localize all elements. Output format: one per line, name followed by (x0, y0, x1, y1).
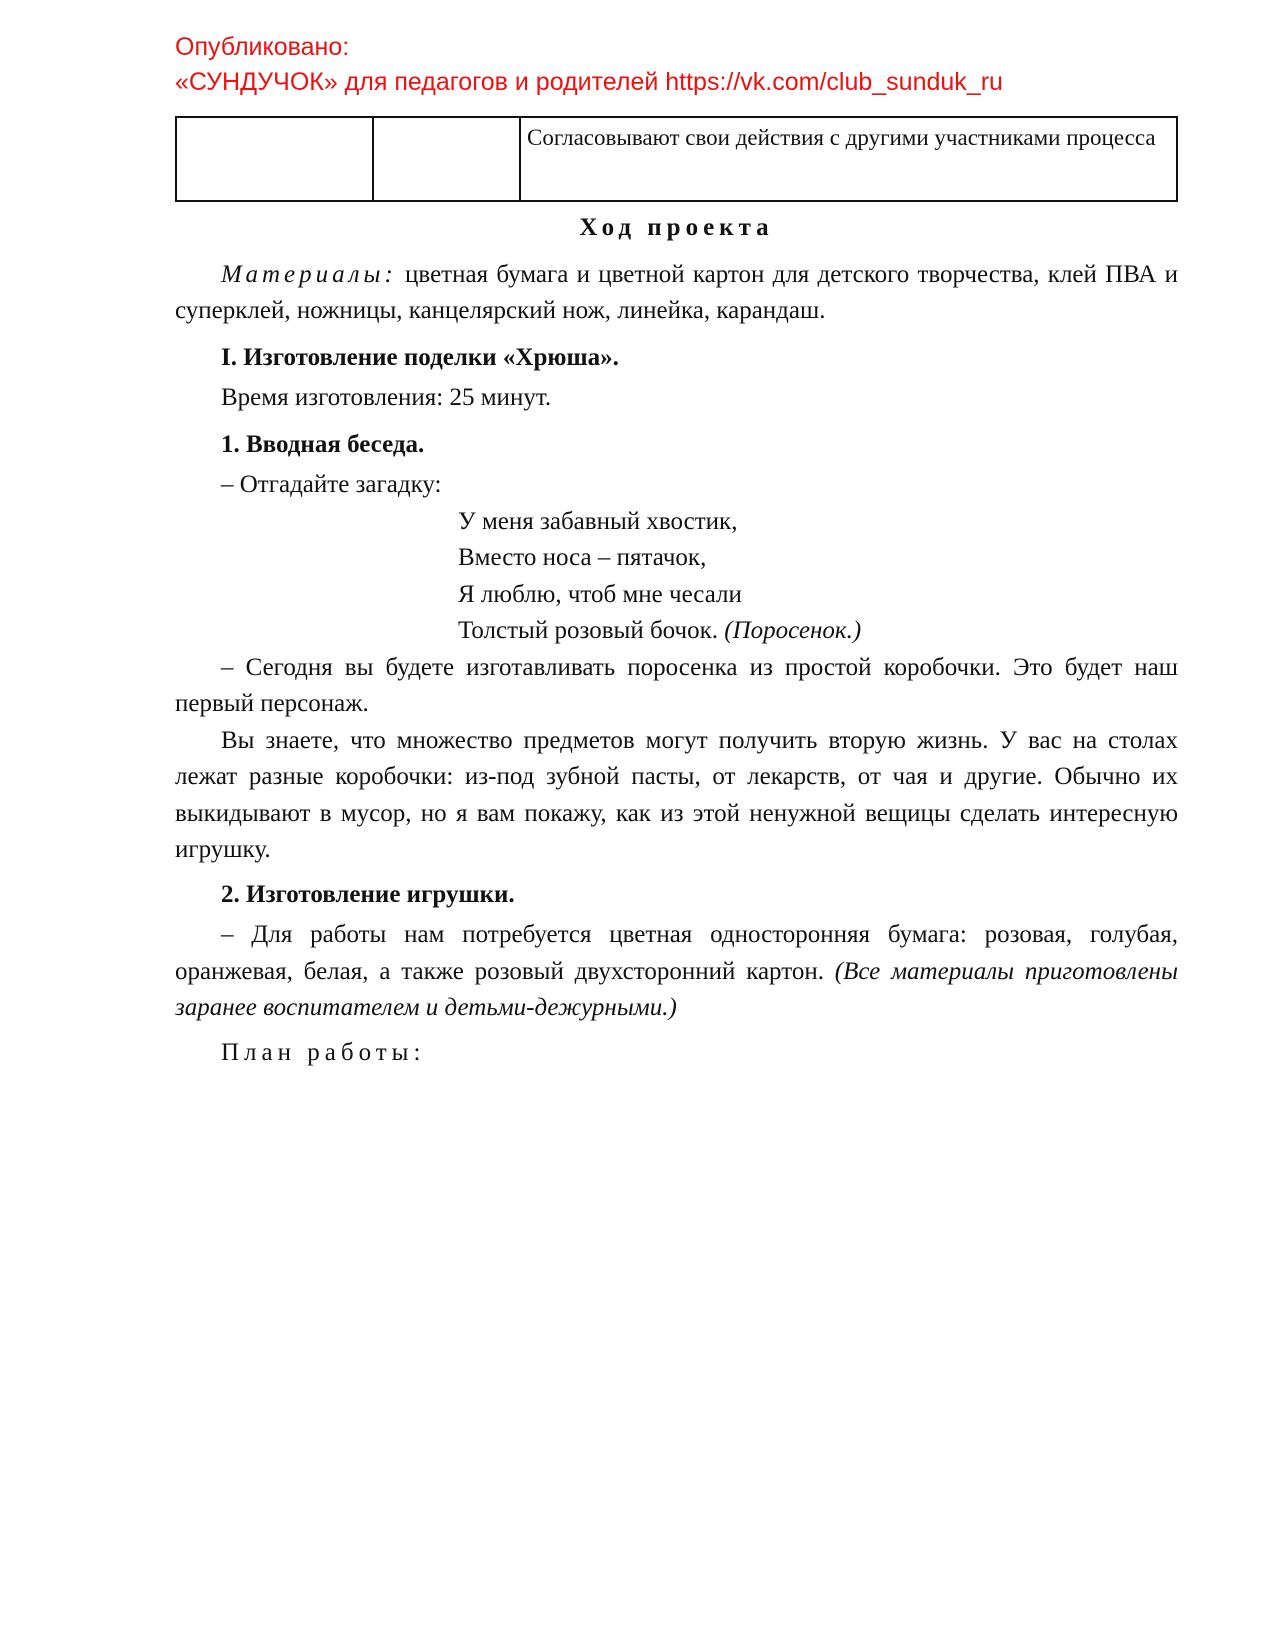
riddle-intro: – Отгадайте загадку: (221, 471, 442, 498)
riddle-answer: (Поросенок.) (724, 617, 862, 644)
part2-heading: 2. Изготовление игрушки. (221, 880, 515, 908)
document-body (175, 210, 1178, 1071)
part1-paragraph-1: – Сегодня вы будете изготавливать поросенка из простой коробочки. Это будет наш первый персонаж. (175, 653, 1178, 717)
table-cell-2 (373, 117, 520, 201)
riddle-poem (175, 504, 1178, 650)
materials-label: Материалы: (221, 260, 397, 288)
banner-line-2: «СУНДУЧОК» для педагогов и родителей https://vk.com/club_sunduk_ru (175, 68, 1003, 96)
part1-heading: 1. Вводная беседа. (221, 430, 425, 458)
table-cell-1 (176, 117, 373, 201)
part2-note: (Все материалы приготовлены заранее воспитателем и детьми-дежурными.) (175, 957, 1178, 1021)
table-row (176, 117, 1177, 201)
part1-paragraph-2: Вы знаете, что множество предметов могут получить вторую жизнь. У вас на столах лежат разные коробочки: из-под зубной пасты, от лекарств, от чая и другие. Обычно их выкидывают в мусор, но я вам покажу, как из этой ненужной вещицы сделать интересную игрушку. (175, 726, 1178, 863)
section-title: Ход проекта (579, 214, 774, 241)
poem-line-last (458, 613, 1178, 650)
materials-paragraph (175, 257, 1178, 330)
poem-line: Вместо носа – пятачок, (458, 544, 707, 571)
poem-line-text: Толстый розовый бочок. (458, 617, 718, 644)
table-cell-3: Согласовывают свои действия с другими участниками процесса (520, 117, 1177, 201)
part2-text: – Для работы нам потребуется цветная односторонняя бумага: розовая, голубая, оранжевая, белая, а также розовый двухсторонний картон. (175, 921, 1178, 985)
poem-line: У меня забавный хвостик, (458, 507, 738, 535)
part2-paragraph (175, 917, 1178, 1027)
poem-line: Я люблю, чтоб мне чесали (458, 580, 742, 608)
publication-banner (175, 30, 1175, 100)
section1-heading: I. Изготовление поделки «Хрюша». (221, 343, 619, 371)
banner-line-1: Опубликовано: (175, 33, 350, 61)
table-fragment (175, 116, 1178, 202)
materials-text: цветная бумага и цветной картон для детского творчества, клей ПВА и суперклей, ножницы, канцелярский нож, линейка, карандаш. (175, 260, 1178, 324)
work-plan-label: План работы: (221, 1038, 426, 1066)
section1-time: Время изготовления: 25 минут. (221, 384, 552, 411)
